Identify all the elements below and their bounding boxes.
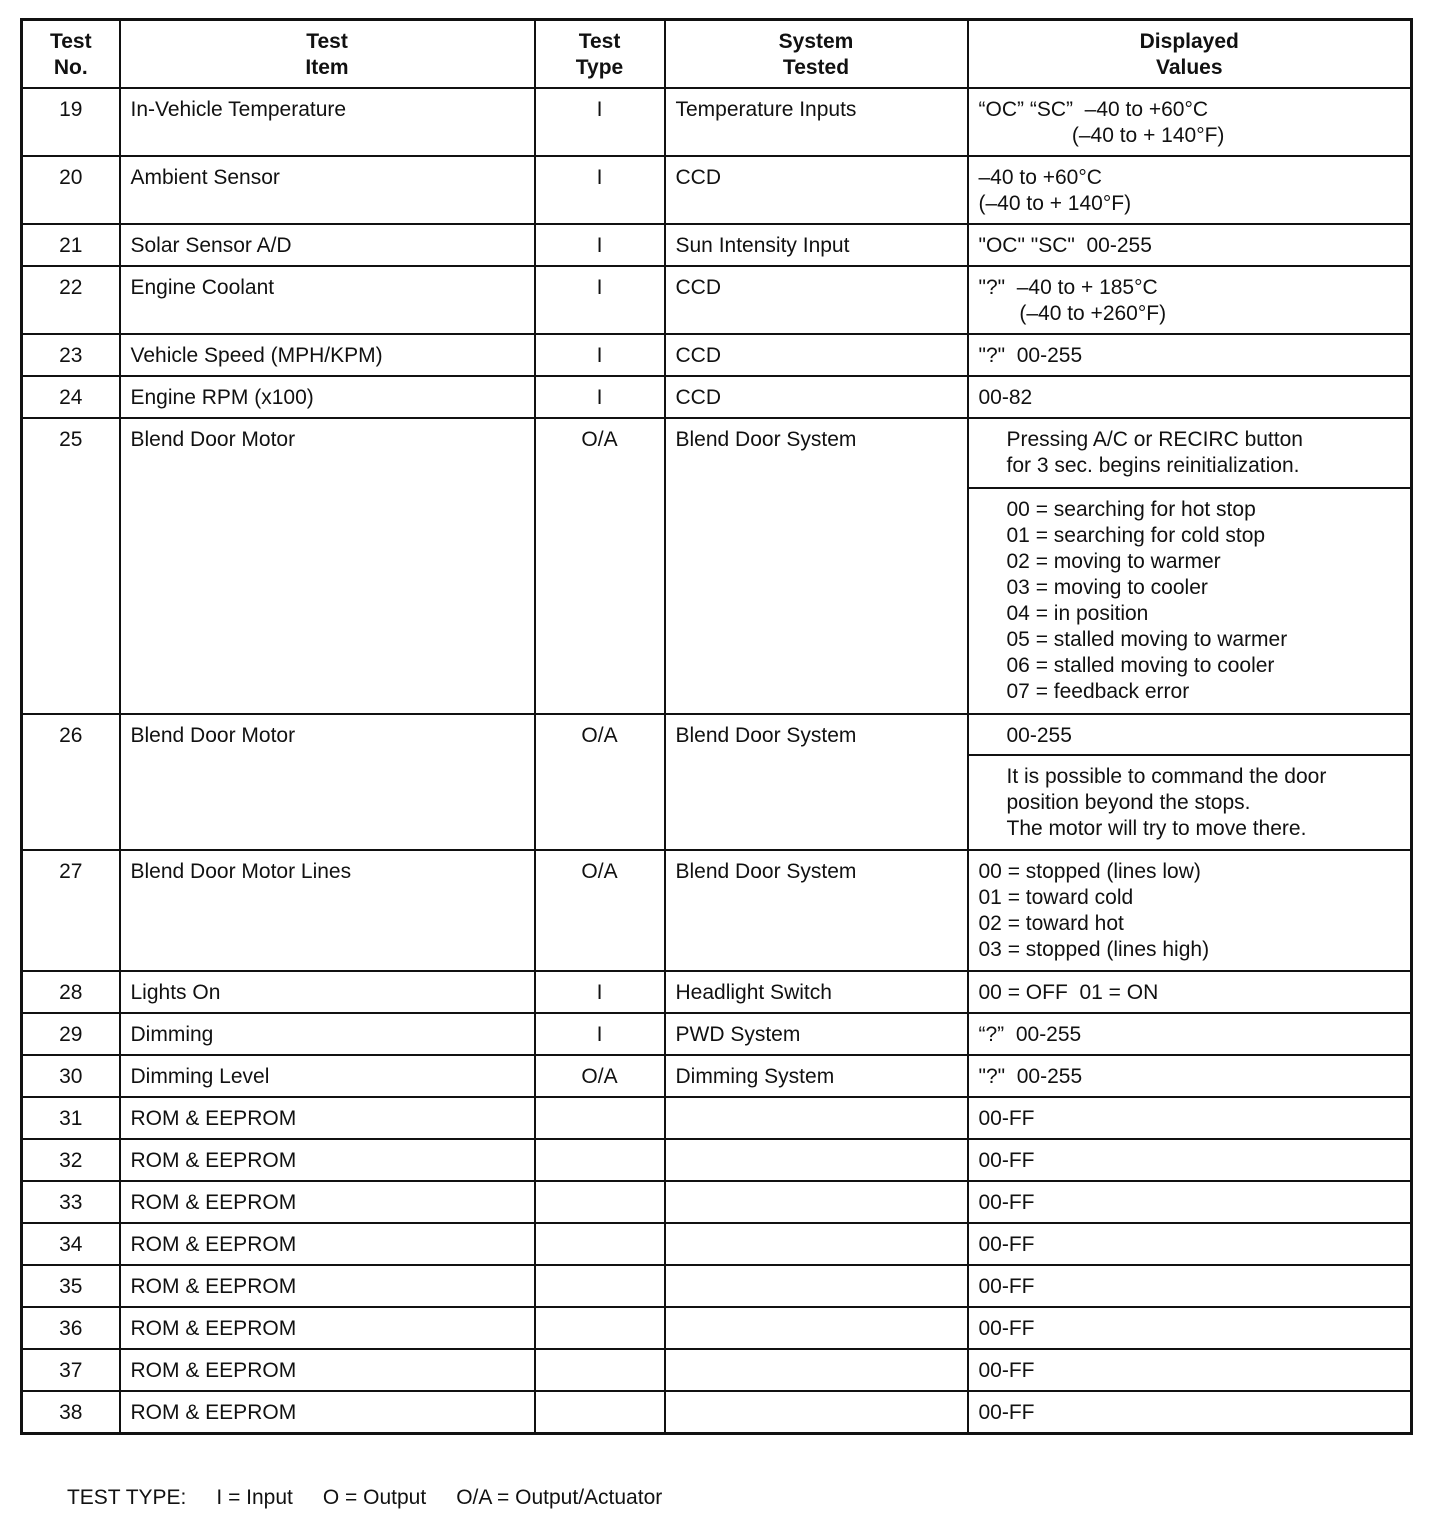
header-system-tested: System Tested: [665, 20, 968, 89]
test-number-cell: 38: [22, 1391, 120, 1434]
test-type-cell: [535, 1223, 665, 1265]
table-row: [22, 224, 1412, 266]
test-type-cell: [535, 1097, 665, 1139]
test-item-cell: Blend Door Motor: [120, 418, 535, 714]
test-type-cell: I: [535, 971, 665, 1013]
header-test-no: Test No.: [22, 20, 120, 89]
document-page: [20, 18, 1412, 1509]
system-tested-cell: [665, 1097, 968, 1139]
system-tested-cell: Headlight Switch: [665, 971, 968, 1013]
displayed-values-cell: 00-FF: [968, 1391, 1412, 1434]
displayed-value-part: Pressing A/C or RECIRC button for 3 sec. begins reinitialization.: [1006, 428, 1303, 477]
displayed-values-cell: "?" –40 to + 185°C (–40 to +260°F): [968, 266, 1412, 334]
system-tested-cell: CCD: [665, 376, 968, 418]
test-number-cell: 34: [22, 1223, 120, 1265]
table-row: [22, 1097, 1412, 1139]
test-item-cell: Engine Coolant: [120, 266, 535, 334]
test-number-cell: 25: [22, 418, 120, 714]
test-type-cell: [535, 1265, 665, 1307]
test-item-cell: ROM & EEPROM: [120, 1391, 535, 1434]
displayed-values-cell: 00-82: [968, 376, 1412, 418]
test-number-cell: 24: [22, 376, 120, 418]
displayed-values-cell: "?" 00-255: [968, 1055, 1412, 1097]
test-item-cell: Dimming Level: [120, 1055, 535, 1097]
system-tested-cell: CCD: [665, 334, 968, 376]
displayed-values-cell: 00-FF: [968, 1265, 1412, 1307]
test-type-cell: I: [535, 334, 665, 376]
table-row: [22, 1265, 1412, 1307]
table-row: [22, 156, 1412, 224]
system-tested-cell: [665, 1181, 968, 1223]
displayed-values-cell: 00-FF: [968, 1097, 1412, 1139]
test-item-cell: Solar Sensor A/D: [120, 224, 535, 266]
test-number-cell: 20: [22, 156, 120, 224]
table-row: [22, 418, 1412, 714]
test-item-cell: ROM & EEPROM: [120, 1223, 535, 1265]
test-item-cell: Lights On: [120, 971, 535, 1013]
test-number-cell: 36: [22, 1307, 120, 1349]
test-type-cell: O/A: [535, 714, 665, 850]
test-item-cell: ROM & EEPROM: [120, 1139, 535, 1181]
test-item-cell: Dimming: [120, 1013, 535, 1055]
test-type-legend: [44, 1462, 692, 1534]
system-tested-cell: PWD System: [665, 1013, 968, 1055]
test-type-cell: O/A: [535, 418, 665, 714]
system-tested-cell: CCD: [665, 156, 968, 224]
diagnostic-test-table: [20, 18, 1413, 1435]
test-item-cell: ROM & EEPROM: [120, 1097, 535, 1139]
test-number-cell: 22: [22, 266, 120, 334]
table-row: [22, 1139, 1412, 1181]
table-body: [22, 88, 1412, 1434]
test-type-cell: O/A: [535, 850, 665, 971]
test-number-cell: 27: [22, 850, 120, 971]
system-tested-cell: Blend Door System: [665, 418, 968, 714]
displayed-values-cell: 00-FF: [968, 1223, 1412, 1265]
test-type-cell: O/A: [535, 1055, 665, 1097]
displayed-values-cell: –40 to +60°C (–40 to + 140°F): [968, 156, 1412, 224]
test-number-cell: 19: [22, 88, 120, 156]
test-type-cell: I: [535, 376, 665, 418]
table-row: [22, 266, 1412, 334]
displayed-values-cell: “OC” “SC” –40 to +60°C (–40 to + 140°F): [968, 88, 1412, 156]
test-number-cell: 28: [22, 971, 120, 1013]
system-tested-cell: Blend Door System: [665, 714, 968, 850]
table-row: [22, 971, 1412, 1013]
test-type-cell: I: [535, 156, 665, 224]
table-row: [22, 376, 1412, 418]
system-tested-cell: Sun Intensity Input: [665, 224, 968, 266]
table-row: [22, 850, 1412, 971]
test-type-cell: [535, 1391, 665, 1434]
test-item-cell: Vehicle Speed (MPH/KPM): [120, 334, 535, 376]
displayed-values-cell: 00-FF: [968, 1139, 1412, 1181]
test-type-cell: I: [535, 266, 665, 334]
test-item-cell: Engine RPM (x100): [120, 376, 535, 418]
test-number-cell: 30: [22, 1055, 120, 1097]
legend-item-output: O = Output: [322, 1486, 427, 1509]
displayed-values-cell: 00 = OFF 01 = ON: [968, 971, 1412, 1013]
displayed-values-cell: "?" 00-255: [968, 334, 1412, 376]
system-tested-cell: Blend Door System: [665, 850, 968, 971]
test-number-cell: 37: [22, 1349, 120, 1391]
system-tested-cell: [665, 1223, 968, 1265]
test-item-cell: ROM & EEPROM: [120, 1265, 535, 1307]
table-row: [22, 1055, 1412, 1097]
test-item-cell: ROM & EEPROM: [120, 1349, 535, 1391]
test-type-cell: [535, 1307, 665, 1349]
displayed-value-part: 00-255: [1006, 724, 1072, 747]
test-number-cell: 29: [22, 1013, 120, 1055]
system-tested-cell: [665, 1265, 968, 1307]
system-tested-cell: Dimming System: [665, 1055, 968, 1097]
test-item-cell: Blend Door Motor Lines: [120, 850, 535, 971]
displayed-values-cell: 00-FF: [968, 1307, 1412, 1349]
legend-prefix: TEST TYPE:: [66, 1486, 187, 1509]
legend-item-output-actuator: O/A = Output/Actuator: [456, 1486, 663, 1509]
header-row: [22, 20, 1412, 89]
test-number-cell: 31: [22, 1097, 120, 1139]
table-row: [22, 334, 1412, 376]
displayed-values-cell: "OC" "SC" 00-255: [968, 224, 1412, 266]
test-item-cell: ROM & EEPROM: [120, 1181, 535, 1223]
system-tested-cell: Temperature Inputs: [665, 88, 968, 156]
displayed-values-cell: 00 = stopped (lines low) 01 = toward cold 02 = toward hot 03 = stopped (lines high): [968, 850, 1412, 971]
header-test-type: Test Type: [535, 20, 665, 89]
displayed-value-part: It is possible to command the door position beyond the stops. The motor will try to move there.: [969, 754, 1411, 849]
header-test-item: Test Item: [120, 20, 535, 89]
table-row: [22, 1349, 1412, 1391]
test-item-cell: Blend Door Motor: [120, 714, 535, 850]
system-tested-cell: [665, 1349, 968, 1391]
table-row: [22, 714, 1412, 850]
table-row: [22, 1307, 1412, 1349]
test-item-cell: In-Vehicle Temperature: [120, 88, 535, 156]
test-item-cell: ROM & EEPROM: [120, 1307, 535, 1349]
test-item-cell: Ambient Sensor: [120, 156, 535, 224]
test-type-cell: I: [535, 88, 665, 156]
test-number-cell: 21: [22, 224, 120, 266]
displayed-values-cell: 00-FF: [968, 1349, 1412, 1391]
displayed-values-cell: 00-FF: [968, 1181, 1412, 1223]
system-tested-cell: [665, 1307, 968, 1349]
displayed-values-cell: [968, 714, 1412, 850]
test-type-cell: [535, 1139, 665, 1181]
test-type-cell: I: [535, 224, 665, 266]
test-number-cell: 23: [22, 334, 120, 376]
system-tested-cell: CCD: [665, 266, 968, 334]
header-displayed-values: Displayed Values: [968, 20, 1412, 89]
table-row: [22, 88, 1412, 156]
table-row: [22, 1013, 1412, 1055]
system-tested-cell: [665, 1391, 968, 1434]
displayed-values-cell: “?” 00-255: [968, 1013, 1412, 1055]
test-number-cell: 32: [22, 1139, 120, 1181]
table-row: [22, 1181, 1412, 1223]
displayed-value-part: 00 = searching for hot stop 01 = searching for cold stop 02 = moving to warmer 03 = moving to cooler 04 = in position 05 = stalled moving to warmer 06 = stalled moving to cooler 07 = feedback error: [969, 487, 1411, 713]
test-number-cell: 35: [22, 1265, 120, 1307]
test-number-cell: 26: [22, 714, 120, 850]
test-type-cell: [535, 1349, 665, 1391]
table-row: [22, 1223, 1412, 1265]
displayed-values-cell: [968, 418, 1412, 714]
legend-item-input: I = Input: [216, 1486, 293, 1509]
test-type-cell: I: [535, 1013, 665, 1055]
table-row: [22, 1391, 1412, 1434]
test-type-cell: [535, 1181, 665, 1223]
system-tested-cell: [665, 1139, 968, 1181]
test-number-cell: 33: [22, 1181, 120, 1223]
